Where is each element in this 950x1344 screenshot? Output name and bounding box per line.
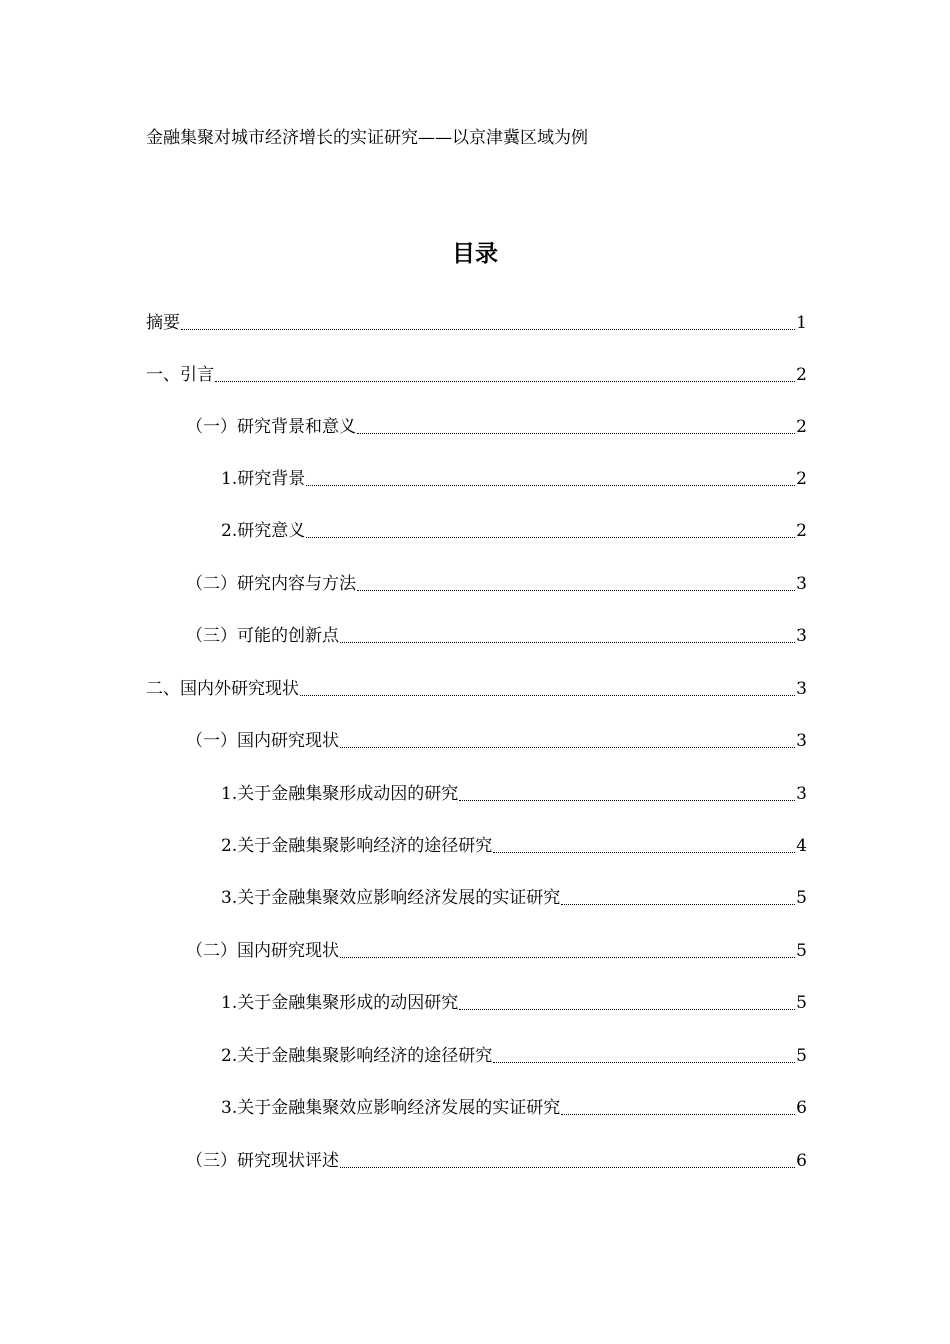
toc-dot-leader [340, 747, 795, 748]
toc-dot-leader [306, 485, 795, 486]
toc-entry[interactable] [186, 571, 807, 597]
toc-entry-label: 1.关于金融集聚形成的动因研究 [221, 993, 459, 1013]
toc-entry[interactable] [221, 781, 807, 807]
toc-dot-leader [181, 329, 795, 330]
toc-entry[interactable] [221, 466, 807, 492]
toc-entry-page: 5 [796, 993, 807, 1013]
toc-entry-page: 2 [796, 469, 807, 489]
toc-dot-leader [300, 695, 795, 696]
toc-entry[interactable] [221, 990, 807, 1016]
toc-entry[interactable] [146, 362, 807, 388]
toc-dot-leader [340, 642, 795, 643]
toc-entry-label: 2.关于金融集聚影响经济的途径研究 [221, 836, 493, 856]
toc-entry-page: 4 [796, 836, 807, 856]
toc-entry-label: 1.关于金融集聚形成动因的研究 [221, 784, 459, 804]
toc-dot-leader [493, 852, 795, 853]
toc-entry-page: 6 [796, 1098, 807, 1118]
toc-dot-leader [493, 1062, 795, 1063]
toc-dot-leader [459, 800, 795, 801]
toc-entry-page: 5 [796, 941, 807, 961]
toc-entry-page: 2 [796, 365, 807, 385]
toc-entry-page: 6 [796, 1151, 807, 1171]
toc-entry-label: （一）国内研究现状 [186, 731, 339, 751]
toc-entry[interactable] [221, 885, 807, 911]
toc-dot-leader [306, 537, 795, 538]
toc-entry-page: 3 [796, 574, 807, 594]
toc-entry-page: 3 [796, 679, 807, 699]
toc-entry-label: （一）研究背景和意义 [186, 417, 356, 437]
toc-entry-label: （三）研究现状评述 [186, 1151, 339, 1171]
toc-entry-label: （二）国内研究现状 [186, 941, 339, 961]
toc-entry[interactable] [186, 414, 807, 440]
toc-entry-page: 5 [796, 1046, 807, 1066]
toc-entry[interactable] [186, 728, 807, 754]
toc-entry-label: （二）研究内容与方法 [186, 574, 356, 594]
toc-heading: 目录 [452, 240, 498, 267]
toc-entry[interactable] [146, 310, 807, 336]
document-title: 金融集聚对城市经济增长的实证研究——以京津冀区域为例 [146, 128, 588, 148]
toc-entry-page: 3 [796, 626, 807, 646]
toc-entry[interactable] [221, 1095, 807, 1121]
toc-dot-leader [561, 1114, 795, 1115]
toc-entry-page: 3 [796, 784, 807, 804]
toc-entry-page: 3 [796, 731, 807, 751]
toc-dot-leader [357, 590, 795, 591]
toc-entry[interactable] [221, 1043, 807, 1069]
toc-entry-page: 2 [796, 417, 807, 437]
toc-entry[interactable] [146, 676, 807, 702]
toc-entry[interactable] [221, 518, 807, 544]
toc-entry-label: 1.研究背景 [221, 469, 306, 489]
toc-entry[interactable] [186, 938, 807, 964]
toc-entry-page: 2 [796, 521, 807, 541]
toc-entry-label: 二、国内外研究现状 [146, 679, 299, 699]
toc-entry-label: （三）可能的创新点 [186, 626, 339, 646]
toc-entry[interactable] [186, 623, 807, 649]
toc-entry-label: 3.关于金融集聚效应影响经济发展的实证研究 [221, 888, 561, 908]
toc-entry-label: 2.关于金融集聚影响经济的途径研究 [221, 1046, 493, 1066]
toc-dot-leader [357, 433, 795, 434]
toc-dot-leader [459, 1009, 795, 1010]
toc-entry-label: 一、引言 [146, 365, 214, 385]
toc-entry-page: 1 [796, 313, 807, 333]
toc-entry-label: 3.关于金融集聚效应影响经济发展的实证研究 [221, 1098, 561, 1118]
toc-entry-label: 摘要 [146, 313, 180, 333]
toc-entry[interactable] [221, 833, 807, 859]
toc-dot-leader [215, 381, 795, 382]
toc-dot-leader [340, 957, 795, 958]
toc-dot-leader [340, 1167, 795, 1168]
toc-entry-label: 2.研究意义 [221, 521, 306, 541]
toc-dot-leader [561, 904, 795, 905]
toc-entry[interactable] [186, 1148, 807, 1174]
toc-entry-page: 5 [796, 888, 807, 908]
